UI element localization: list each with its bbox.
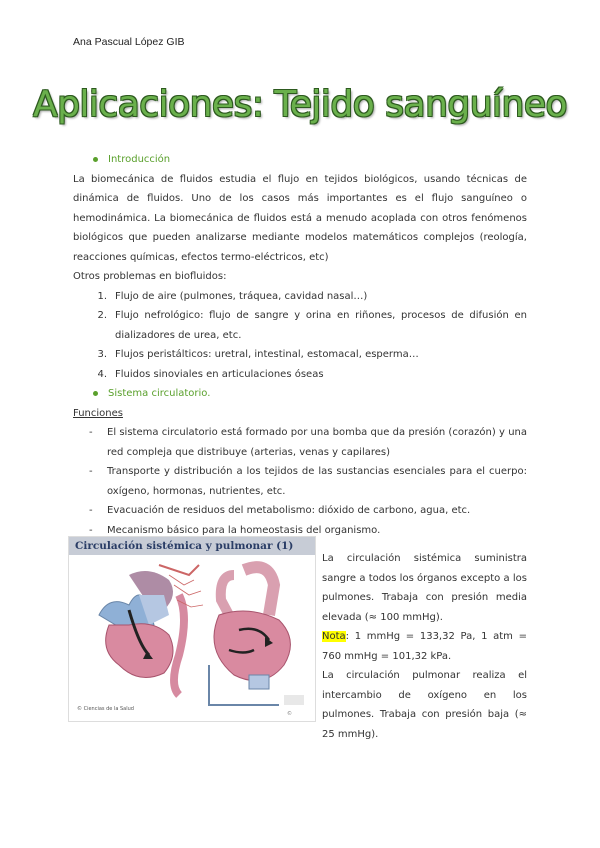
left-diagram: [77, 565, 203, 712]
list-item: - Mecanismo básico para la homeostasis del organismo.: [89, 524, 381, 536]
list-item: 4. Fluidos sinoviales en articulaciones óseas: [97, 368, 324, 380]
circulation-figure: [68, 536, 316, 722]
list-item: 1. Flujo de aire (pulmones, tráquea, cavidad nasal…): [97, 290, 368, 302]
list-item: 2. Flujo nefrológico: flujo de sangre y orina en riñones, procesos de difusión en dializadores de urea, etc.: [97, 310, 527, 341]
svg-text:©: ©: [287, 711, 292, 717]
bullet-dot-icon: [93, 391, 98, 396]
nota-label: Nota: [322, 631, 346, 642]
right-diagram: [209, 567, 304, 717]
page-title: Aplicaciones: Tejido sanguíneo: [32, 84, 568, 125]
svg-text:© Ciencias de la Salud: © Ciencias de la Salud: [77, 706, 134, 712]
circulatory-heading-label: Sistema circulatorio.: [108, 388, 211, 399]
circulation-description: [322, 549, 527, 744]
circulatory-heading: [73, 384, 527, 404]
list-item: - El sistema circulatorio está formado por una bomba que da presión (corazón) y una red compleja que distribuye (arterias, venas y capilares): [89, 427, 527, 458]
other-problems-lead: Otros problemas en biofluidos:: [73, 271, 227, 282]
intro-heading: [73, 150, 527, 170]
intro-heading-label: Introducción: [108, 154, 171, 165]
intro-paragraph: La biomecánica de fluidos estudia el flujo en tejidos biológicos, usando técnicas de dinámica de fluidos. Uno de los casos más importantes es el flujo sanguíneo o hemodinámica. La biomecánica de fluidos está a menudo acoplada con otros fenómenos biológicos que pueden analizarse mediante modelos matemáticos complejos (reología, reacciones químicas, efectos termo-eléctricos, etc): [73, 173, 527, 263]
bullet-dot-icon: [93, 157, 98, 162]
nota-paragraph: [322, 627, 527, 666]
list-item: 3. Flujos peristálticos: uretral, intestinal, estomacal, esperma…: [97, 349, 419, 360]
figure-caption: Circulación sistémica y pulmonar (1): [69, 537, 315, 555]
main-content: [73, 148, 527, 540]
pulmonary-paragraph: La circulación pulmonar realiza el intercambio de oxígeno en los pulmones. Trabaja con presión baja (≈ 25 mmHg).: [322, 670, 527, 740]
systemic-paragraph: La circulación sistémica suministra sangre a todos los órganos excepto a los pulmones. Trabaja con presión media elevada (≈ 100 mmHg).: [322, 553, 527, 623]
functions-list: [73, 423, 527, 540]
list-item: - Transporte y distribución a los tejidos de las sustancias esenciales para el cuerpo: oxígeno, hormonas, nutrientes, etc.: [89, 466, 527, 497]
list-item: - Evacuación de residuos del metabolismo: dióxido de carbono, agua, etc.: [89, 505, 471, 516]
circulation-illustration: [69, 555, 315, 721]
funciones-label: Funciones: [73, 407, 123, 419]
author-header: Ana Pascual López GIB: [73, 36, 185, 48]
biofluid-list: [73, 287, 527, 385]
nota-text: : 1 mmHg = 133,32 Pa, 1 atm = 760 mmHg = 101,32 kPa.: [322, 631, 527, 662]
